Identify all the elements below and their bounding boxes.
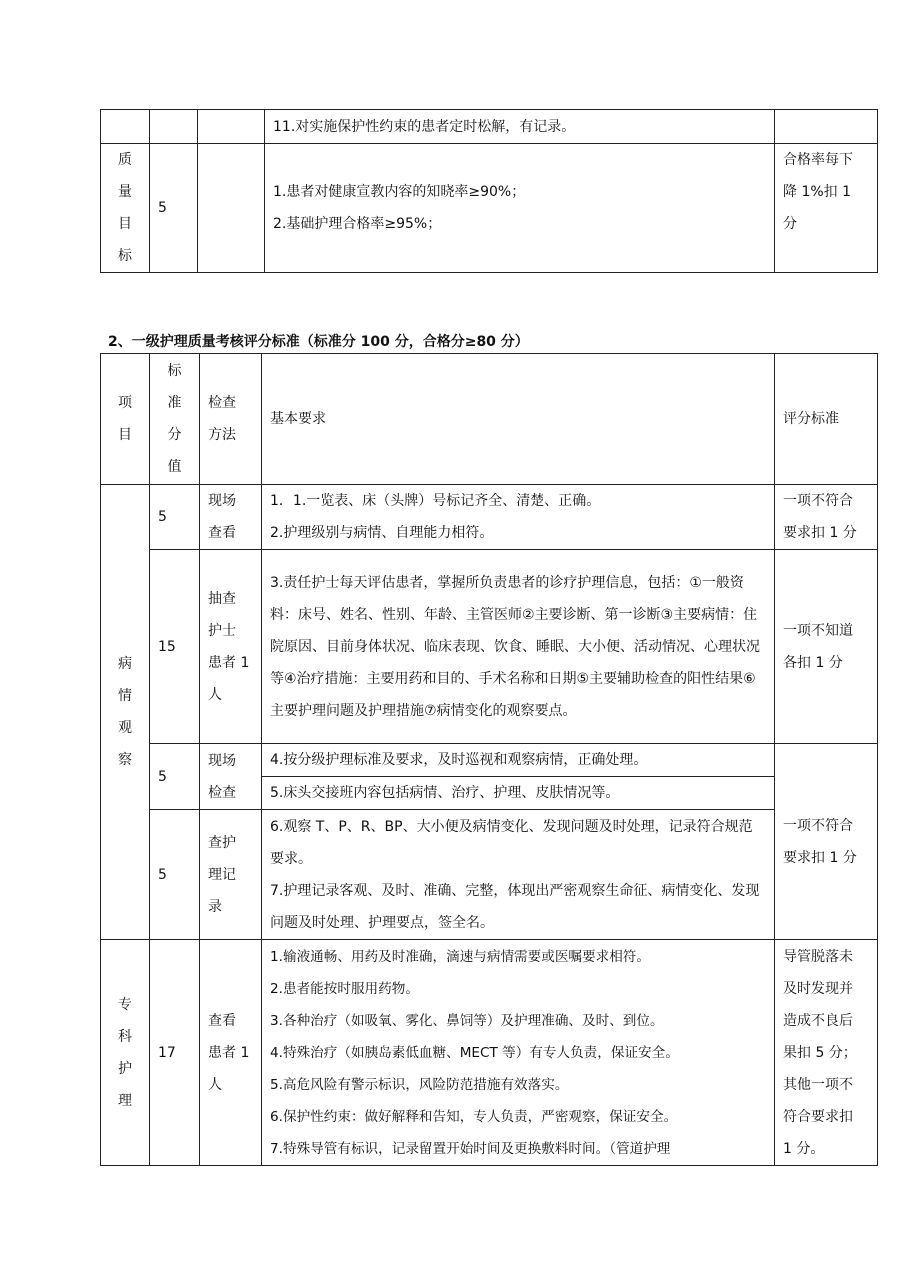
score-cell: 15: [150, 550, 200, 744]
method-cell: 现场 检查: [200, 744, 262, 810]
requirement-cell: 6.观察 T、P、R、BP、大小便及病情变化、发现问题及时处理，记录符合规范要求。 7.护理记录客观、及时、准确、完整，体现出严密观察生命征、病情变化、发现问题及时处理、护理要点，签全名。: [262, 810, 775, 940]
criteria-cell-shared: 一项不符合 要求扣 1 分: [775, 744, 878, 940]
method-cell: [198, 144, 265, 273]
table-row: [101, 110, 878, 144]
method-cell: 查看 患者 1 人: [200, 940, 262, 1166]
header-item: 项 目: [101, 354, 150, 485]
item-cell-specialty: 专 科 护 理: [101, 940, 150, 1166]
method-cell: 现场 查看: [200, 485, 262, 550]
criteria-cell: 一项不知道 各扣 1 分: [775, 550, 878, 744]
level-one-care-table: [100, 353, 878, 1166]
table-row: [101, 744, 878, 777]
method-cell: 查护 理记 录: [200, 810, 262, 940]
table-row: [101, 485, 878, 550]
header-criteria: 评分标准: [775, 354, 878, 485]
table-row: [101, 144, 878, 273]
table-row: [101, 940, 878, 1166]
requirement-cell: 5.床头交接班内容包括病情、治疗、护理、皮肤情况等。: [262, 777, 775, 810]
table-header-row: [101, 354, 878, 485]
item-cell-observation: 病 情 观 察: [101, 485, 150, 940]
score-cell: 17: [150, 940, 200, 1166]
score-cell: 5: [150, 744, 200, 810]
score-cell: 5: [150, 485, 200, 550]
criteria-cell: 一项不符合 要求扣 1 分: [775, 485, 878, 550]
table-row: [101, 550, 878, 744]
header-score: 标 准 分 值: [150, 354, 200, 485]
requirement-cell: 4.按分级护理标准及要求，及时巡视和观察病情，正确处理。: [262, 744, 775, 777]
table-row: [101, 810, 878, 940]
requirement-cell: 11.对实施保护性约束的患者定时松解，有记录。: [265, 110, 775, 144]
criteria-cell: 导管脱落未 及时发现并 造成不良后 果扣 5 分； 其他一项不 符合要求扣 1 分。: [775, 940, 878, 1166]
quality-table-continued: [100, 109, 878, 273]
header-requirement: 基本要求: [262, 354, 775, 485]
header-method: 检查 方法: [200, 354, 262, 485]
requirement-cell: 1.输液通畅、用药及时准确，滴速与病情需要或医嘱要求相符。 2.患者能按时服用药物。 3.各种治疗（如吸氧、雾化、鼻饲等）及护理准确、及时、到位。 4.特殊治疗（如胰岛素低血糖、MECT 等）有专人负责，保证安全。 5.高危风险有警示标识，风险防范措施有效落实。 6.保护性约束：做好解释和告知，专人负责，严密观察，保证安全。 7.特殊导管有标识，记录留置开始时间及更换敷料时间。（管道护理: [262, 940, 775, 1166]
score-cell: 5: [150, 144, 198, 273]
method-cell: 抽查 护士 患者 1 人: [200, 550, 262, 744]
score-cell: 5: [150, 810, 200, 940]
requirement-cell: 1.患者对健康宣教内容的知晓率≥90%； 2.基础护理合格率≥95%；: [265, 144, 775, 273]
criteria-cell: 合格率每下 降 1%扣 1 分: [775, 144, 878, 273]
section-title: 2、一级护理质量考核评分标准（标准分 100 分，合格分≥80 分）: [108, 334, 529, 350]
item-cell: 质 量 目 标: [101, 144, 150, 273]
requirement-cell: 1．1.一览表、床（头牌）号标记齐全、清楚、正确。 2.护理级别与病情、自理能力相符。: [262, 485, 775, 550]
requirement-cell: 3.责任护士每天评估患者，掌握所负责患者的诊疗护理信息，包括：①一般资料：床号、姓名、性别、年龄、主管医师②主要诊断、第一诊断③主要病情：住院原因、目前身体状况、临床表现、饮食、睡眠、大小便、活动情况、心理状况等④治疗措施：主要用药和目的、手术名称和日期⑤主要辅助检查的阳性结果⑥主要护理问题及护理措施⑦病情变化的观察要点。: [262, 550, 775, 744]
